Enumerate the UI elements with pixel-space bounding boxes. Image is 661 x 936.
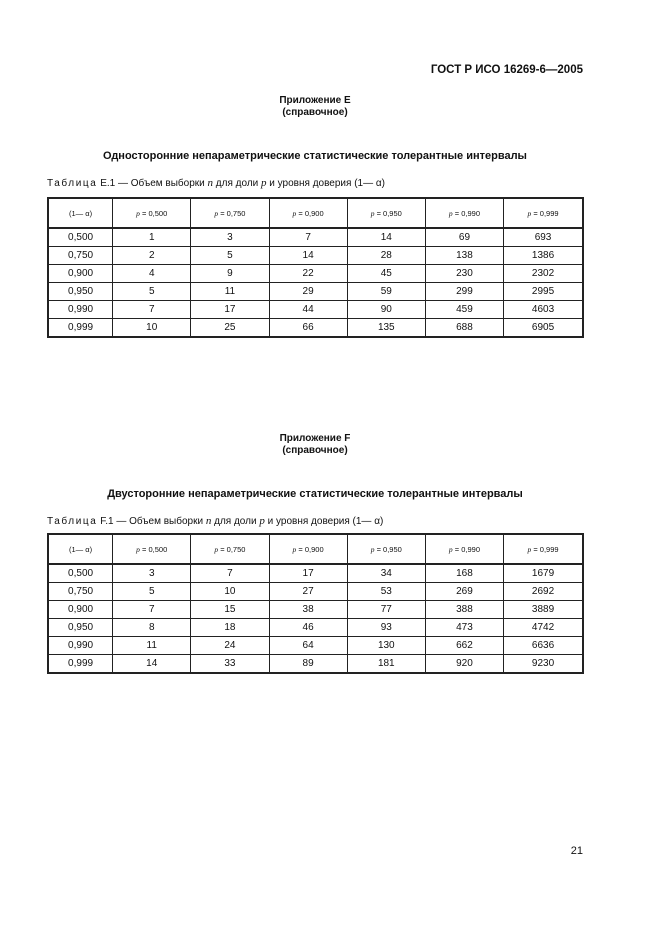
table-row: 0,950 8 18 46 93 473 4742 bbox=[48, 619, 583, 637]
caption-var-n: n bbox=[207, 177, 213, 189]
caption-word: Таблица bbox=[47, 516, 98, 527]
header-confidence: (1— α) bbox=[48, 534, 113, 564]
header-p: p = 0,900 bbox=[269, 534, 347, 564]
header-confidence: (1— α) bbox=[48, 198, 113, 228]
header-p: p = 0,999 bbox=[504, 534, 583, 564]
header-p: p = 0,750 bbox=[191, 534, 269, 564]
table-row: 0,999 14 33 89 181 920 9230 bbox=[48, 655, 583, 674]
caption-part-b: для доли bbox=[211, 516, 260, 527]
header-p: p = 0,990 bbox=[425, 198, 503, 228]
header-p: p = 0,500 bbox=[113, 534, 191, 564]
table-row: 0,900 7 15 38 77 388 3889 bbox=[48, 601, 583, 619]
table-f1 bbox=[47, 533, 584, 674]
table-row: 0,950 5 11 29 59 299 2995 bbox=[48, 283, 583, 301]
header-p: p = 0,999 bbox=[504, 198, 583, 228]
standard-designation: ГОСТ Р ИСО 16269-6—2005 bbox=[430, 64, 583, 76]
annex-f-title-block bbox=[0, 433, 630, 457]
caption-part-c: и уровня доверия (1— α) bbox=[264, 516, 384, 527]
table-row: 0,999 10 25 66 135 688 6905 bbox=[48, 319, 583, 338]
table-row: 0,750 5 10 27 53 269 2692 bbox=[48, 583, 583, 601]
caption-var-p: p bbox=[259, 515, 265, 527]
table-f1-caption bbox=[47, 515, 383, 527]
header-p: p = 0,950 bbox=[347, 534, 425, 564]
annex-e-title-block bbox=[0, 95, 630, 119]
caption-word: Таблица bbox=[47, 178, 98, 189]
annex-e-title: Приложение Е bbox=[279, 95, 351, 106]
caption-var-p: p bbox=[261, 177, 267, 189]
header-p: p = 0,950 bbox=[347, 198, 425, 228]
annex-e-note: (справочное) bbox=[282, 107, 348, 118]
annex-f-note: (справочное) bbox=[282, 445, 348, 456]
table-e1-caption bbox=[47, 177, 385, 189]
caption-part-c: и уровня доверия (1— α) bbox=[266, 178, 385, 189]
header-p: p = 0,750 bbox=[191, 198, 269, 228]
table-row: 0,990 11 24 64 130 662 6636 bbox=[48, 637, 583, 655]
page-number: 21 bbox=[570, 845, 583, 857]
annex-e-heading: Односторонние непараметрические статистические толерантные интервалы bbox=[103, 150, 527, 162]
caption-part-a: Е.1 — Объем выборки bbox=[97, 178, 208, 189]
header-p: p = 0,500 bbox=[113, 198, 191, 228]
header-p: p = 0,900 bbox=[269, 198, 347, 228]
annex-f-heading: Двусторонние непараметрические статистические толерантные интервалы bbox=[107, 488, 523, 500]
table-e1 bbox=[47, 197, 584, 338]
header-p: p = 0,990 bbox=[425, 534, 503, 564]
table-row: 0,990 7 17 44 90 459 4603 bbox=[48, 301, 583, 319]
table-row: 0,900 4 9 22 45 230 2302 bbox=[48, 265, 583, 283]
caption-part-a: F.1 — Объем выборки bbox=[97, 516, 206, 527]
table-row: 0,500 1 3 7 14 69 693 bbox=[48, 228, 583, 247]
caption-part-b: для доли bbox=[213, 178, 262, 189]
caption-var-n: n bbox=[205, 515, 212, 527]
annex-f-title: Приложение F bbox=[279, 433, 351, 444]
table-header-row bbox=[48, 534, 583, 564]
table-header-row bbox=[48, 198, 583, 228]
table-row: 0,500 3 7 17 34 168 1679 bbox=[48, 564, 583, 583]
table-row: 0,750 2 5 14 28 138 1386 bbox=[48, 247, 583, 265]
